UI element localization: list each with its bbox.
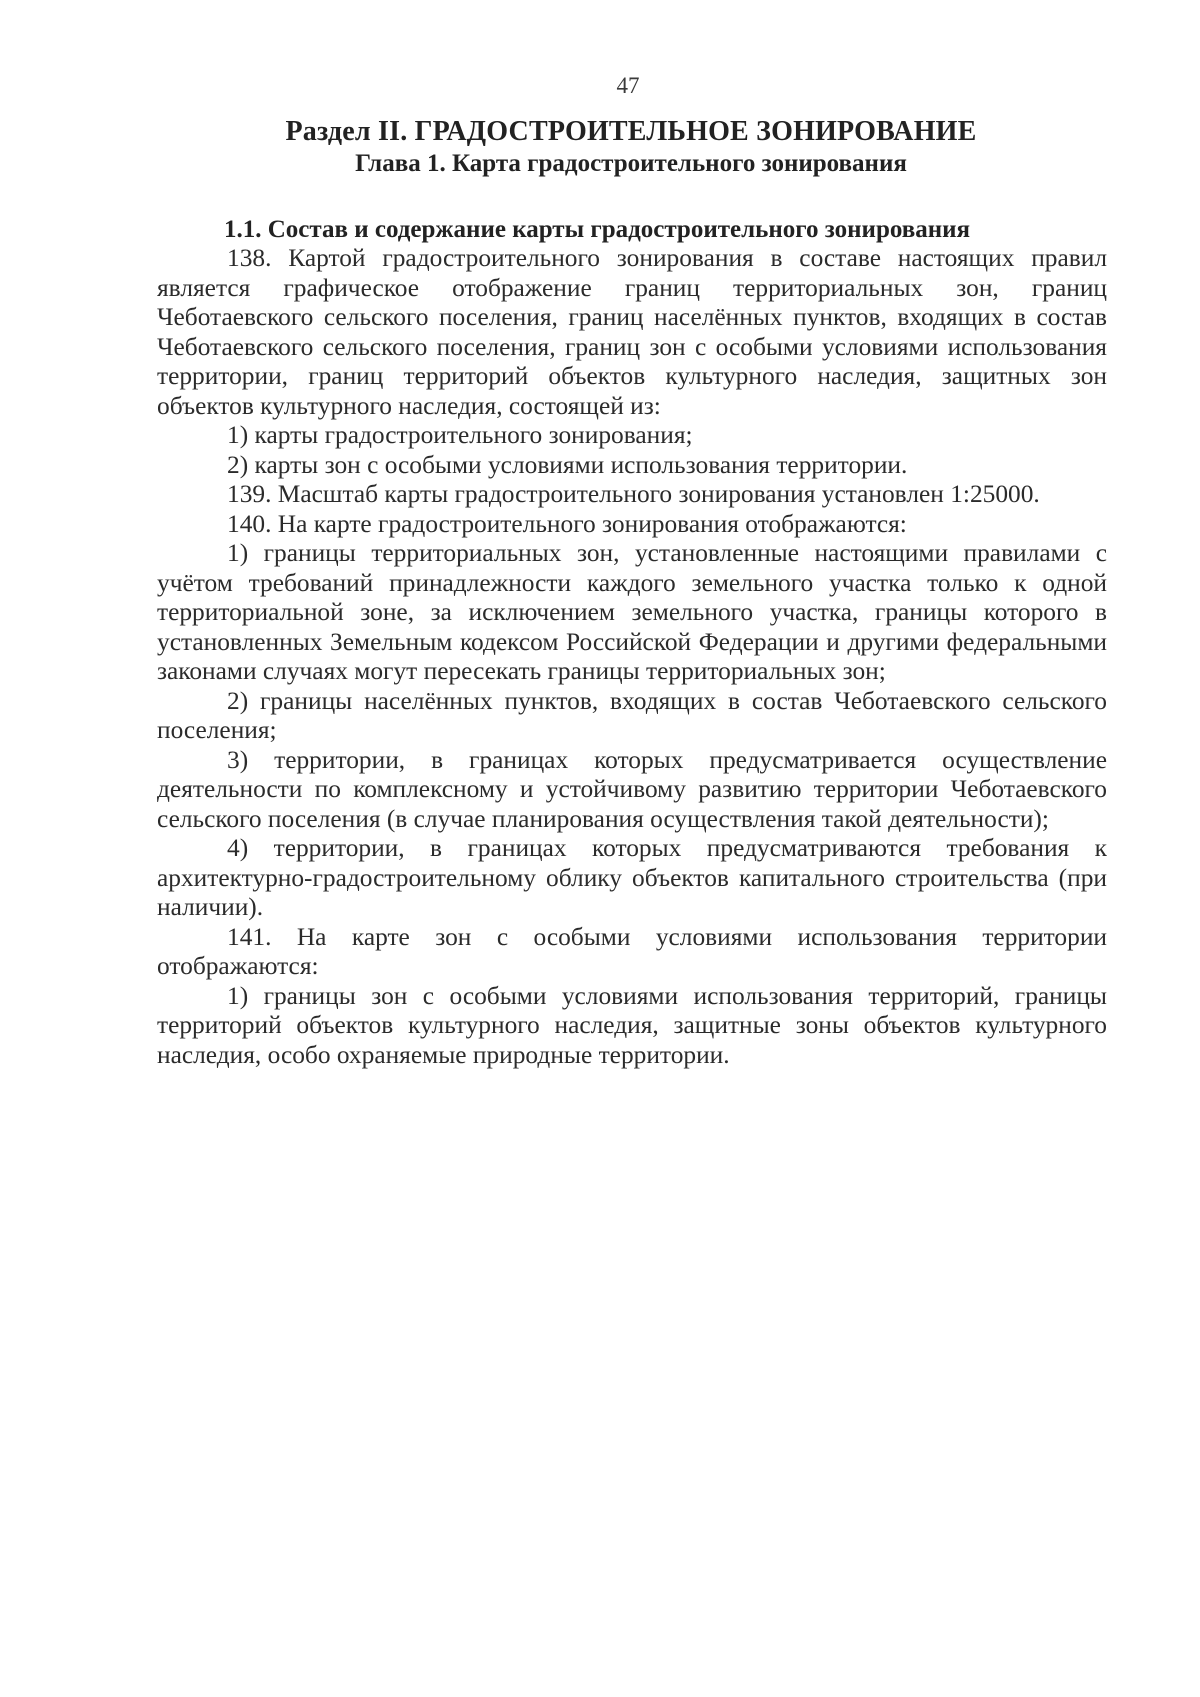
list-item: 3) территории, в границах которых предусматривается осуществление деятельности по комплексному и устойчивому развитию территории Чеботаевского сельского поселения (в случае планирования осуществления такой деятельности); [157, 745, 1107, 833]
list-item: 4) территории, в границах которых предусматриваются требования к архитектурно-градостроительному облику объектов капитального строительства (при наличии). [157, 834, 1107, 921]
subsection-title: 1.1. Состав и содержание карты градостроительного зонирования [224, 216, 971, 243]
list-item: 1) границы зон с особыми условиями использования территорий, границы территорий объектов культурного наследия, защитные зоны объектов культурного наследия, особо охраняемые природные территории. [157, 981, 1107, 1069]
list-item: 1) границы территориальных зон, установленные настоящими правилами с учётом требований принадлежности каждого земельного участка только к одной территориальной зоне, за исключением земельного участка, границы которого в установленных Земельным кодексом Российской Федерации и другими федеральными законами случаях могут пересекать границы территориальных зон; [157, 539, 1107, 685]
list-item: 1) карты градостроительного зонирования; [227, 421, 693, 449]
chapter-title: Глава 1. Карта градостроительного зонирования [355, 150, 907, 177]
page-number: 47 [616, 73, 640, 98]
paragraph-141: 141. На карте зон с особыми условиями использования территории отображаются: [157, 922, 1107, 980]
section-title: Раздел II. ГРАДОСТРОИТЕЛЬНОЕ ЗОНИРОВАНИЕ [285, 116, 977, 147]
list-item: 2) границы населённых пунктов, входящих в состав Чеботаевского сельского поселения; [157, 686, 1107, 744]
paragraph-139: 139. Масштаб карты градостроительного зонирования установлен 1:25000. [227, 480, 1040, 508]
list-item: 2) карты зон с особыми условиями использования территории. [227, 450, 908, 479]
paragraph-140: 140. На карте градостроительного зонирования отображаются: [227, 509, 907, 538]
body-text [157, 244, 1107, 1070]
paragraph-138: 138. Картой градостроительного зонирования в составе настоящих правил является графическое отображение границ территориальных зон, границ Чеботаевского сельского поселения, границ населённых пунктов, входящих в состав Чеботаевского сельского поселения, границ зон с особыми условиями использования территории, границ территорий объектов культурного наследия, защитных зон объектов культурного наследия, состоящей из: [157, 244, 1107, 420]
